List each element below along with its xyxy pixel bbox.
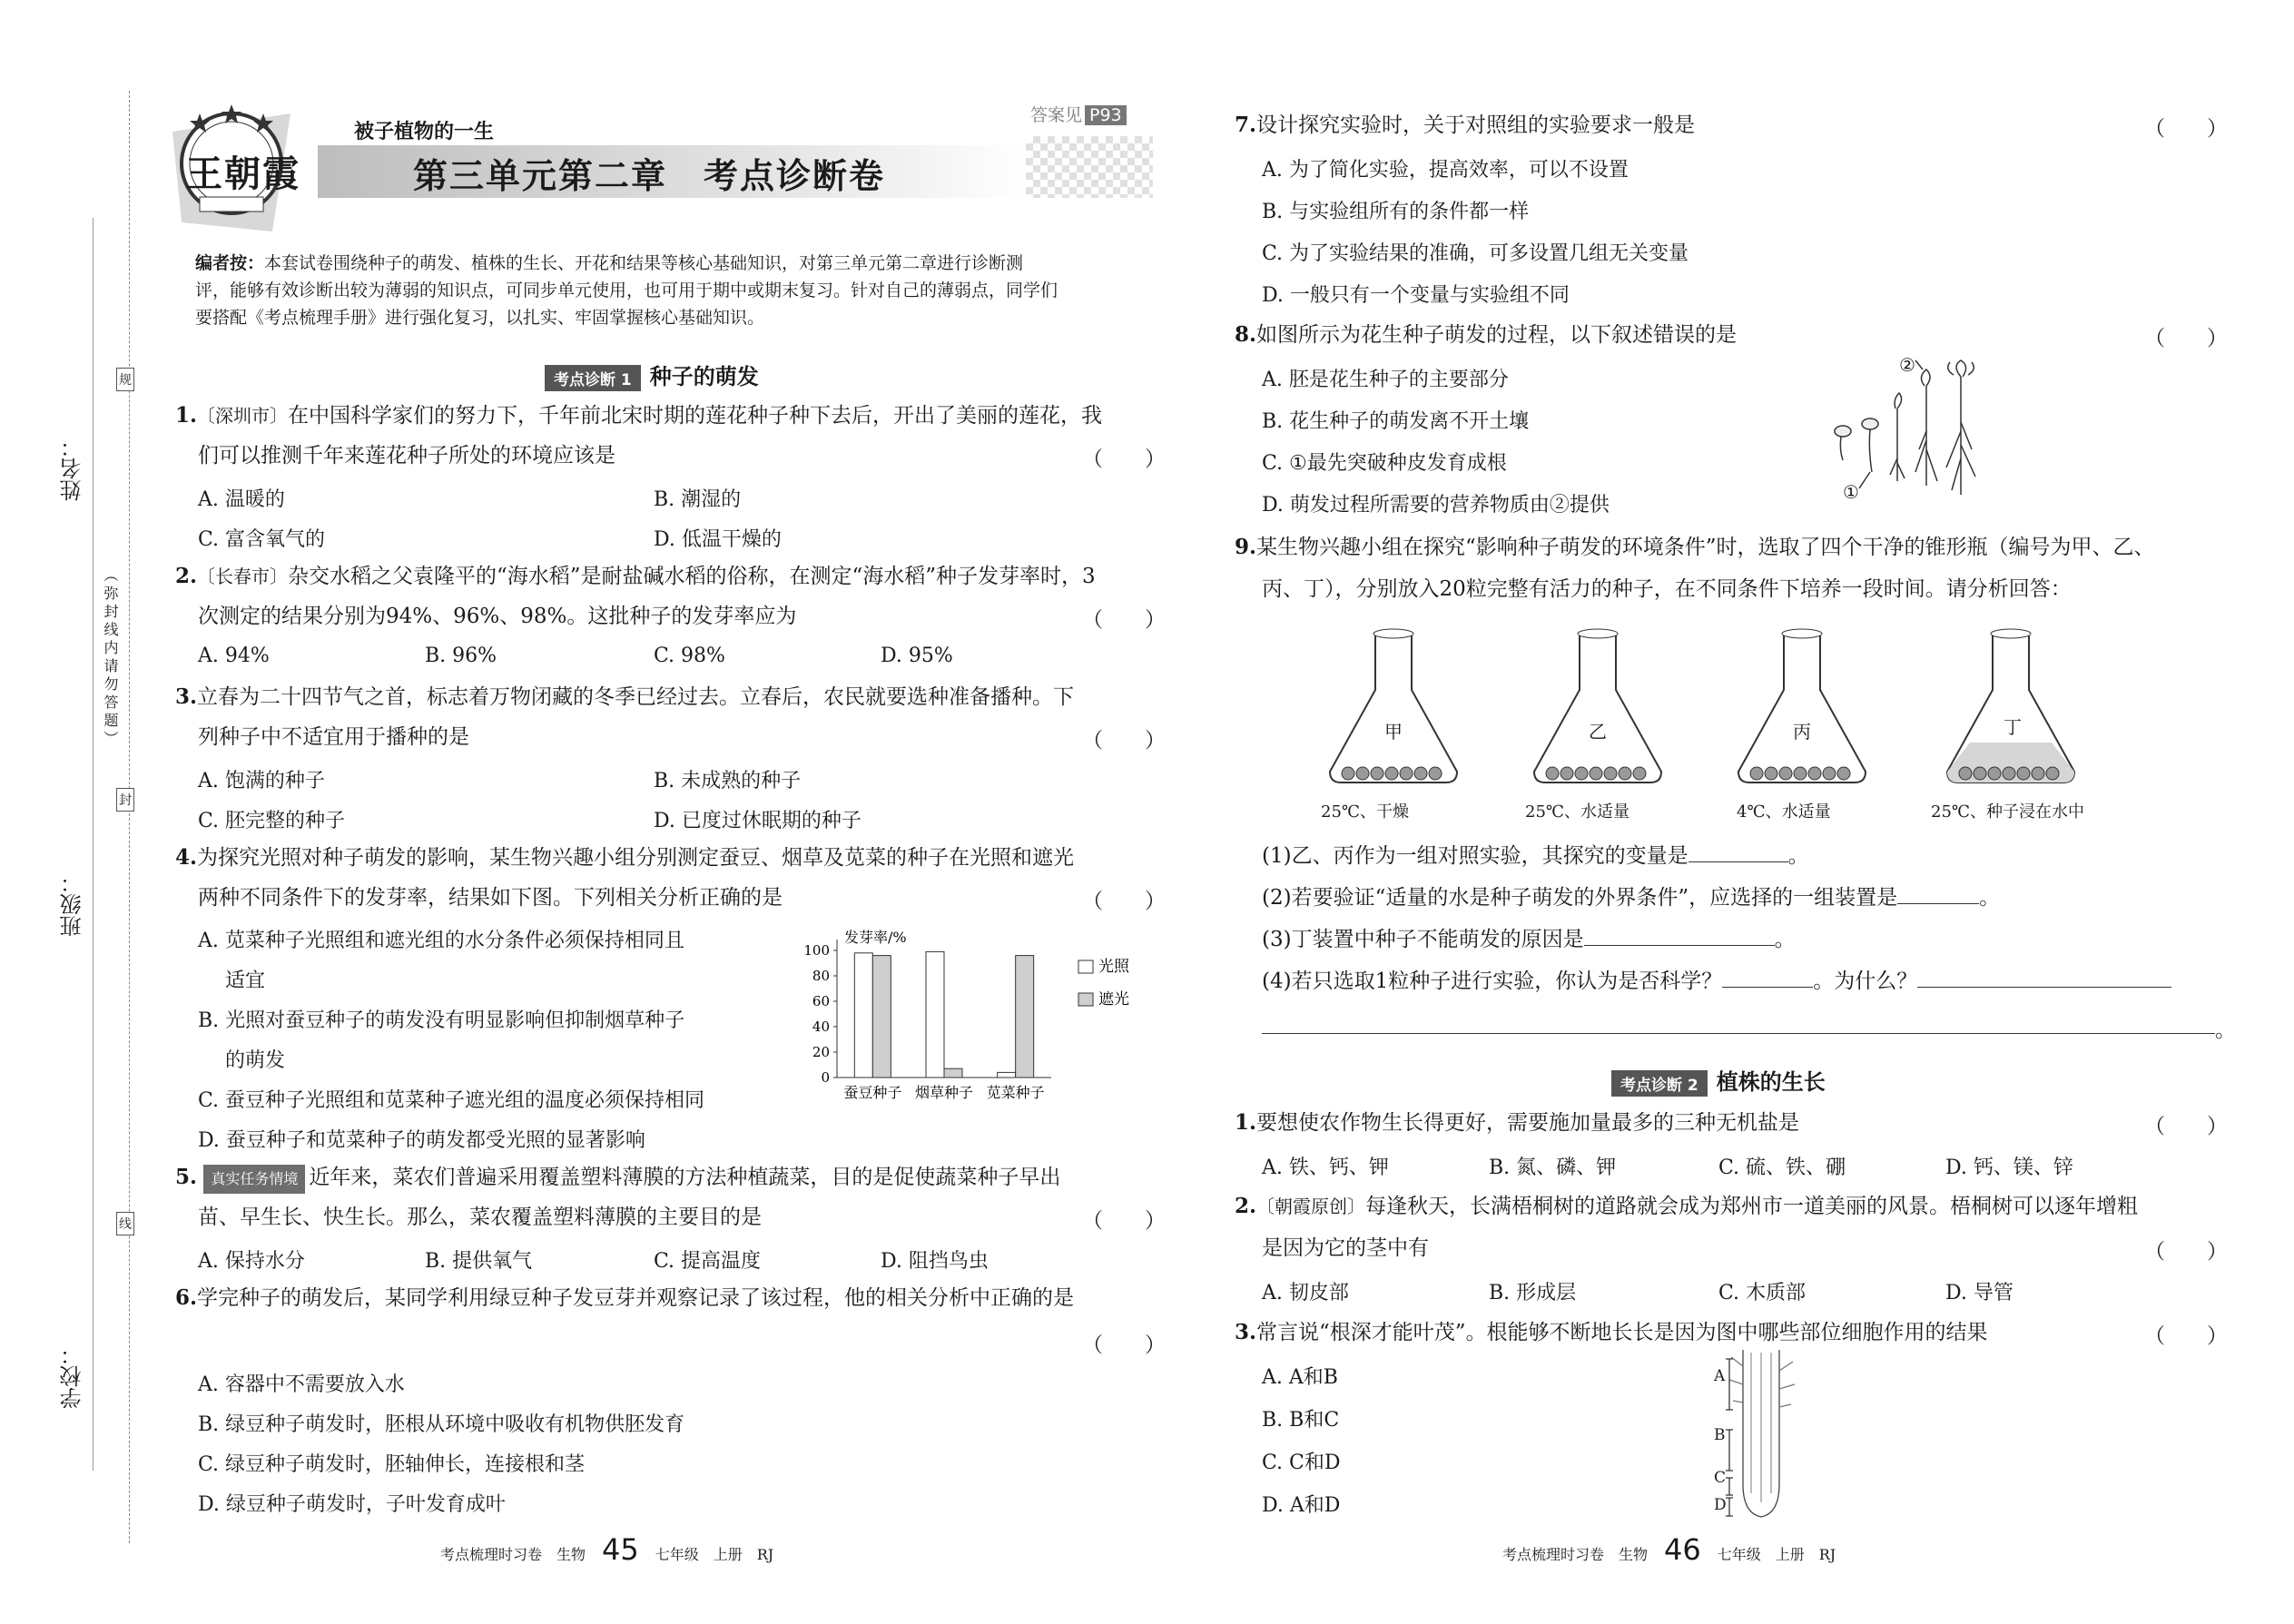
q5-option-d[interactable]: D. 阻挡鸟虫 [881, 1250, 989, 1273]
q9-sub-4-answer-line[interactable] [1262, 1033, 2215, 1034]
peanut-marker-1: ① [1843, 481, 1859, 503]
q4-num: 4. [175, 845, 198, 870]
seal-note: （弥封线内请勿答题） [102, 567, 119, 749]
p2q2-source: 〔朝霞原创〕 [1256, 1196, 1366, 1217]
q4-option-c[interactable]: C. 蚕豆种子光照组和苋菜种子遮光组的温度必须保持相同 [198, 1089, 705, 1112]
p2q3-answer-paren[interactable]: （ ） [2144, 1324, 2228, 1348]
p2q1-option-c[interactable]: C. 硫、铁、硼 [1718, 1156, 1846, 1179]
q8-option-a[interactable]: A. 胚是花生种子的主要部分 [1262, 369, 1509, 391]
bar-光照-烟草种子 [926, 951, 944, 1078]
q8-answer-paren[interactable]: （ ） [2144, 327, 2228, 350]
q7-line-1 [1235, 112, 1695, 139]
editor-note-text-1: 本套试卷围绕种子的萌发、植株的生长、开花和结果等核心基础知识，对第三单元第二章进行诊断测 [264, 253, 1024, 273]
answer-page-badge: P93 [1085, 105, 1127, 125]
flask-yi-condition: 25℃、水适量 [1525, 802, 1630, 822]
y-tick-label: 20 [812, 1044, 830, 1060]
q1-text-1: 在中国科学家们的努力下，千年前北宋时期的莲花种子种下去后，开出了美丽的莲花，我 [288, 404, 1103, 428]
category-label: 蚕豆种子 [843, 1084, 902, 1101]
p2q3-option-c[interactable]: C. C和D [1262, 1452, 1341, 1474]
q5-option-c[interactable]: C. 提高温度 [654, 1250, 762, 1273]
footer-right-text-2: 七年级 上册 RJ [1717, 1546, 1836, 1563]
q7-text-1: 设计探究实验时，关于对照组的实验要求一般是 [1256, 113, 1696, 137]
p2q3-option-b[interactable]: B. B和C [1262, 1409, 1340, 1432]
y-tick-label: 60 [812, 993, 830, 1009]
q3-num: 3. [175, 684, 198, 709]
flask-jia [1321, 626, 1466, 822]
p2q3-option-d[interactable]: D. A和D [1262, 1494, 1341, 1517]
q2-line-1 [175, 563, 1096, 590]
q1-option-a[interactable]: A. 温暖的 [198, 488, 285, 511]
editor-note-line-2: 评，能够有效诊断出较为薄弱的知识点，可同步单元使用，也可用于期中或期末复习。针对自己的薄弱点，同学们 [195, 281, 1058, 300]
section-2-header [1611, 1064, 1826, 1097]
bar-遮光-苋菜种子 [1016, 956, 1034, 1078]
q9-line-1 [1235, 534, 2155, 561]
q1-num: 1. [175, 403, 198, 428]
q4-option-b-line-2[interactable]: 的萌发 [225, 1049, 286, 1072]
q8-option-d[interactable]: D. 萌发过程所需要的营养物质由②提供 [1262, 494, 1610, 517]
p2q1-option-d[interactable]: D. 钙、镁、锌 [1945, 1156, 2073, 1179]
p2q2-answer-paren[interactable]: （ ） [2144, 1240, 2228, 1264]
q4-text-1: 为探究光照对种子萌发的影响，某生物兴趣小组分别测定蚕豆、烟草及苋菜的种子在光照和遮光 [197, 846, 1075, 870]
q4-line-2: 两种不同条件下的发芽率，结果如下图。下列相关分析正确的是 [198, 886, 783, 910]
bar-光照-蚕豆种子 [854, 953, 872, 1078]
q6-line-1 [175, 1284, 1074, 1312]
editor-note-line-1 [195, 250, 1167, 277]
q5-line-2: 苗、早生长、快生长。那么，菜农覆盖塑料薄膜的主要目的是 [198, 1206, 762, 1229]
seal-mark-2: 封 [116, 788, 134, 812]
footer-right-text-1: 考点梳理时习卷 生物 [1502, 1546, 1649, 1563]
q9-line-2: 丙、丁），分别放入20粒完整有活力的种子，在不同条件下培养一段时间。请分析回答： [1262, 577, 2072, 601]
seal-mark-1: 规 [116, 368, 134, 391]
q7-option-c[interactable]: C. 为了实验结果的准确，可多设置几组无关变量 [1262, 242, 1689, 265]
q5-num: 5. [175, 1165, 198, 1189]
checker-pattern [1026, 136, 1153, 198]
root-label-a: A [1714, 1367, 1726, 1385]
q9-sub-3-end: 。 [1774, 928, 1796, 951]
editor-note [195, 250, 1167, 331]
p2q1-answer-paren[interactable]: （ ） [2144, 1115, 2228, 1138]
q2-option-a[interactable]: A. 94% [198, 645, 270, 667]
q5-answer-paren[interactable]: （ ） [1082, 1209, 1166, 1233]
q2-source: 〔长春市〕 [197, 566, 289, 587]
flask-ding-label: 丁 [2004, 716, 2022, 738]
q7-answer-paren[interactable]: （ ） [2144, 117, 2228, 141]
p2q3-text-1: 常言说“根深才能叶茂”。根能够不断地长长是因为图中哪些部位细胞作用的结果 [1256, 1321, 1988, 1344]
q2-text-1: 杂交水稻之父袁隆平的“海水稻”是耐盐碱水稻的俗称，在测定“海水稻”种子发芽率时，3 [288, 565, 1096, 588]
q9-sub-2 [1262, 884, 2000, 911]
q3-option-c[interactable]: C. 胚完整的种子 [198, 810, 346, 832]
root-label-d: D [1714, 1496, 1727, 1514]
q7-option-b[interactable]: B. 与实验组所有的条件都一样 [1262, 201, 1530, 223]
q5-text-1: 近年来，菜农们普遍采用覆盖塑料薄膜的方法种植蔬菜，目的是促使蔬菜种子早出 [309, 1166, 1061, 1189]
y-axis-title: 发芽率/% [844, 929, 907, 946]
q8-num: 8. [1235, 322, 1257, 347]
p2q1-option-b[interactable]: B. 氮、磷、钾 [1489, 1156, 1617, 1179]
chart-legend [1078, 958, 1130, 1009]
y-tick-label: 80 [812, 968, 830, 984]
section-1-header [545, 359, 759, 391]
q6-option-a[interactable]: A. 容器中不需要放入水 [198, 1373, 405, 1396]
legend-swatch-遮光 [1078, 993, 1093, 1006]
q9-sub-1-text: (1)乙、丙作为一组对照实验，其探究的变量是 [1262, 844, 1689, 868]
binding-line [129, 91, 130, 1543]
answer-ref-label: 答案见 [1030, 105, 1083, 125]
p2q2-line-2: 是因为它的茎中有 [1262, 1236, 1429, 1260]
q9-sub-3-text: (3)丁装置中种子不能萌发的原因是 [1262, 928, 1584, 951]
q9-sub-4-blank-1[interactable] [1722, 987, 1813, 988]
q3-option-b[interactable]: B. 未成熟的种子 [654, 770, 802, 792]
q6-text-1: 学完种子的萌发后，某同学利用绿豆种子发豆芽并观察记录了该过程，他的相关分析中正确的是 [197, 1286, 1075, 1310]
flask-yi-drawing [1525, 626, 1670, 794]
q4-option-d[interactable]: D. 蚕豆种子和苋菜种子的萌发都受光照的显著影响 [198, 1129, 645, 1152]
q8-option-c[interactable]: C. ①最先突破种皮发育成根 [1262, 452, 1507, 475]
flask-bing [1729, 626, 1875, 822]
p2q2-text-1: 每逢秋天，长满梧桐树的道路就会成为郑州市一道美丽的风景。梧桐树可以逐年增粗 [1365, 1195, 2139, 1218]
q8-line-1 [1235, 321, 1737, 349]
q3-option-d[interactable]: D. 已度过休眠期的种子 [654, 810, 861, 832]
p2q2-line-1 [1235, 1193, 2138, 1220]
p2q1-option-a[interactable]: A. 铁、钙、钾 [1262, 1156, 1389, 1179]
school-label: 学校： [60, 1343, 85, 1409]
root-label-c: C [1714, 1469, 1727, 1487]
category-label: 苋菜种子 [986, 1084, 1045, 1101]
margin-vertical-rule [93, 218, 94, 1471]
name-label: 姓名： [60, 436, 85, 501]
p2q3-line-1 [1235, 1319, 1988, 1346]
q1-source: 〔深圳市〕 [197, 405, 289, 427]
bar-遮光-烟草种子 [944, 1068, 962, 1078]
q3-option-a[interactable]: A. 饱满的种子 [198, 770, 325, 792]
flask-ding [1931, 626, 2085, 822]
q1-line-2: 们可以推测千年来莲花种子所处的环境应该是 [198, 444, 615, 468]
q9-sub-4-end: 。 [2215, 1019, 2236, 1042]
q6-option-c[interactable]: C. 绿豆种子萌发时，胚轴伸长，连接根和茎 [198, 1453, 586, 1476]
q9-sub-1-blank[interactable] [1689, 861, 1788, 862]
q9-sub-3-blank[interactable] [1584, 945, 1775, 946]
q8-option-b[interactable]: B. 花生种子的萌发离不开土壤 [1262, 410, 1530, 433]
p2q3-option-a[interactable]: A. A和B [1262, 1366, 1338, 1389]
p2q1-num: 1. [1235, 1110, 1257, 1135]
q9-sub-4-text-2: 。为什么？ [1813, 969, 1918, 993]
category-label: 烟草种子 [914, 1084, 974, 1101]
q1-answer-paren[interactable]: （ ） [1082, 448, 1166, 471]
footer-left-text-1: 考点梳理时习卷 生物 [440, 1546, 586, 1563]
p2q1-line-1 [1235, 1109, 1799, 1137]
q1-option-d[interactable]: D. 低温干燥的 [654, 528, 782, 551]
flask-ding-condition: 25℃、种子浸在水中 [1931, 802, 2085, 822]
q5-line-1 [175, 1164, 1060, 1194]
p2q2-num: 2. [1235, 1194, 1257, 1218]
q3-answer-paren[interactable]: （ ） [1082, 729, 1166, 753]
q6-num: 6. [175, 1285, 198, 1310]
q7-num: 7. [1235, 113, 1257, 137]
bar-遮光-蚕豆种子 [872, 956, 891, 1078]
footer-left-page-number: 45 [602, 1532, 639, 1567]
q3-line-1 [175, 684, 1074, 711]
q2-answer-paren[interactable]: （ ） [1082, 608, 1166, 632]
flask-jia-drawing [1321, 626, 1466, 794]
class-label: 班级： [60, 871, 85, 937]
q9-text-1: 某生物兴趣小组在探究“影响种子萌发的环境条件”时，选取了四个干净的锥形瓶（编号为甲、乙、 [1256, 536, 2155, 559]
q7-option-d[interactable]: D. 一般只有一个变量与实验组不同 [1262, 284, 1570, 307]
q9-sub-2-text: (2)若要验证“适量的水是种子萌发的外界条件”，应选择的一组装置是 [1262, 886, 1898, 910]
q1-line-1 [175, 402, 1102, 429]
flask-jia-condition: 25℃、干燥 [1321, 802, 1410, 822]
y-tick-label: 40 [812, 1019, 830, 1035]
q5-context-tag: 真实任务情境 [203, 1165, 305, 1194]
q3-line-2: 列种子中不适宜用于播种的是 [198, 725, 469, 749]
logo-text: 王朝霞 [186, 153, 300, 195]
q6-option-d[interactable]: D. 绿豆种子萌发时，子叶发育成叶 [198, 1493, 506, 1516]
chart-bars [854, 951, 1033, 1078]
seal-mark-3: 线 [116, 1212, 134, 1235]
p2q2-option-a[interactable]: A. 韧皮部 [1262, 1282, 1349, 1304]
footer-left-text-2: 七年级 上册 RJ [655, 1546, 774, 1563]
q6-answer-paren[interactable]: （ ） [1082, 1334, 1166, 1357]
section-2-box: 考点诊断 2 [1611, 1070, 1708, 1097]
footer-right [1502, 1532, 1836, 1567]
q9-sub-2-blank[interactable] [1897, 903, 1979, 904]
q9-sub-4-text: (4)若只选取1粒种子进行实验，你认为是否科学？ [1262, 969, 1723, 993]
flask-bing-label: 丙 [1793, 721, 1811, 743]
q2-line-2: 次测定的结果分别为94%、96%、98%。这批种子的发芽率应为 [198, 605, 797, 628]
root-label-b: B [1714, 1426, 1726, 1444]
q2-option-b[interactable]: B. 96% [425, 645, 497, 667]
answer-ref [1030, 102, 1127, 126]
q2-option-d[interactable]: D. 95% [881, 645, 953, 667]
q4-option-b-line-1[interactable]: B. 光照对蚕豆种子的萌发没有明显影响但抑制烟草种子 [198, 1009, 685, 1032]
q2-num: 2. [175, 564, 198, 588]
legend-label: 光照 [1098, 958, 1129, 976]
flask-jia-label: 甲 [1384, 721, 1403, 743]
q4-answer-paren[interactable]: （ ） [1082, 890, 1166, 913]
q1-option-b[interactable]: B. 潮湿的 [654, 488, 742, 511]
p2q2-option-c[interactable]: C. 木质部 [1718, 1282, 1807, 1304]
q3-text-1: 立春为二十四节气之首，标志着万物闭藏的冬季已经过去。立春后，农民就要选种准备播种。下 [197, 685, 1075, 709]
editor-note-line-3: 要搭配《考点梳理手册》进行强化复习，以扎实、牢固掌握核心基础知识。 [195, 308, 765, 328]
root-tip-figure [1711, 1348, 1811, 1521]
q9-sub-4 [1262, 968, 2171, 995]
q7-option-a[interactable]: A. 为了简化实验，提高效率，可以不设置 [1262, 159, 1629, 182]
subject-label: 被子植物的一生 [354, 120, 495, 143]
footer-left [440, 1532, 773, 1567]
peanut-marker-2: ② [1899, 354, 1915, 376]
q9-sub-4-blank-2[interactable] [1917, 987, 2171, 988]
q2-option-c[interactable]: C. 98% [654, 645, 725, 667]
q9-sub-1 [1262, 842, 1809, 870]
section-1-box: 考点诊断 1 [545, 365, 641, 391]
p2q2-option-d[interactable]: D. 导管 [1945, 1282, 2013, 1304]
y-tick-label: 0 [821, 1069, 830, 1086]
p2q3-num: 3. [1235, 1320, 1257, 1344]
q4-option-a-line-2[interactable]: 适宜 [225, 969, 266, 992]
section-1-title: 种子的萌发 [649, 364, 759, 389]
flask-bing-drawing [1729, 626, 1875, 794]
y-tick-label: 100 [803, 942, 830, 959]
legend-label: 遮光 [1098, 990, 1129, 1009]
q5-option-a[interactable]: A. 保持水分 [198, 1250, 305, 1273]
flask-yi-label: 乙 [1589, 721, 1607, 743]
q4-germination-chart [799, 928, 1162, 1123]
editor-note-lead: 编者按： [195, 253, 265, 273]
q8-text-1: 如图所示为花生种子萌发的过程，以下叙述错误的是 [1256, 323, 1738, 347]
p2q2-option-b[interactable]: B. 形成层 [1489, 1282, 1577, 1304]
legend-swatch-光照 [1078, 960, 1093, 973]
q9-sub-1-end: 。 [1787, 844, 1809, 868]
bar-光照-苋菜种子 [998, 1072, 1016, 1078]
flask-group [1321, 626, 2138, 835]
flask-yi [1525, 626, 1670, 822]
q9-sub-3 [1262, 926, 1796, 953]
q4-option-a-line-1[interactable]: A. 苋菜种子光照组和遮光组的水分条件必须保持相同且 [198, 930, 684, 952]
q4-line-1 [175, 844, 1074, 871]
footer-right-page-number: 46 [1664, 1532, 1701, 1567]
q9-sub-2-end: 。 [1979, 886, 2001, 910]
flask-bing-condition: 4℃、水适量 [1737, 802, 1831, 822]
q5-option-b[interactable]: B. 提供氧气 [425, 1250, 533, 1273]
flask-ding-drawing [1938, 626, 2083, 794]
q9-num: 9. [1235, 535, 1257, 559]
q1-option-c[interactable]: C. 富含氧气的 [198, 528, 326, 551]
page-title: 第三单元第二章 考点诊断卷 [413, 156, 886, 196]
q6-option-b[interactable]: B. 绿豆种子萌发时，胚根从环境中吸收有机物供胚发育 [198, 1413, 685, 1436]
p2q1-text-1: 要想使农作物生长得更好，需要施加量最多的三种无机盐是 [1256, 1111, 1800, 1135]
section-2-title: 植株的生长 [1716, 1069, 1826, 1095]
